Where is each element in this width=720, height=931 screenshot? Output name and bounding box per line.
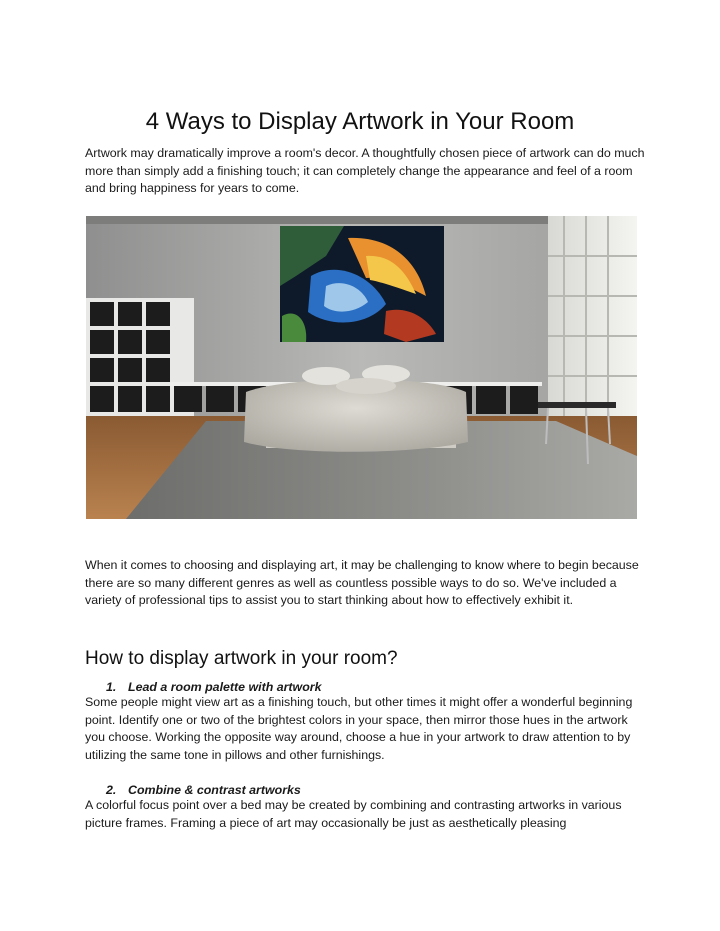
list-item-heading-text: Lead a room palette with artwork <box>128 680 322 694</box>
list-item-number: 2. <box>106 783 117 797</box>
list-item-heading <box>106 680 321 694</box>
page-title: 4 Ways to Display Artwork in Your Room <box>145 108 575 135</box>
list-item-body: A colorful focus point over a bed may be created by combining and contrasting artworks in various picture frames. Framing a piece of art may occasionally be just as aesthetically pleasing <box>85 798 622 830</box>
list-item-heading-text: Combine & contrast artworks <box>128 783 301 797</box>
section-heading: How to display artwork in your room? <box>85 648 398 669</box>
list-item-heading <box>106 783 301 797</box>
list-item-body: Some people might view art as a finishing touch, but other times it might offer a wonderful beginning point. Identify one or two of the brightest colors in your space, then mirror those hues in the artwork you choose. Working the opposite way around, choose a hue in your artwork to draw attention to by utilizing the same tone in pillows and other furnishings. <box>85 695 633 762</box>
choosing-art-paragraph: When it comes to choosing and displaying art, it may be challenging to know where to begin because there are so many different genres as well as countless possible ways to do so. We've included a variety of professional tips to assist you to start thinking about how to effectively exhibit it. <box>85 558 639 608</box>
list-item-number: 1. <box>106 680 117 694</box>
bedroom-artwork-photo <box>86 216 637 519</box>
intro-paragraph: Artwork may dramatically improve a room's decor. A thoughtfully chosen piece of artwork can do much more than simply add a finishing touch; it can completely change the appearance and feel of a room and bring happiness for years to come. <box>85 146 645 196</box>
